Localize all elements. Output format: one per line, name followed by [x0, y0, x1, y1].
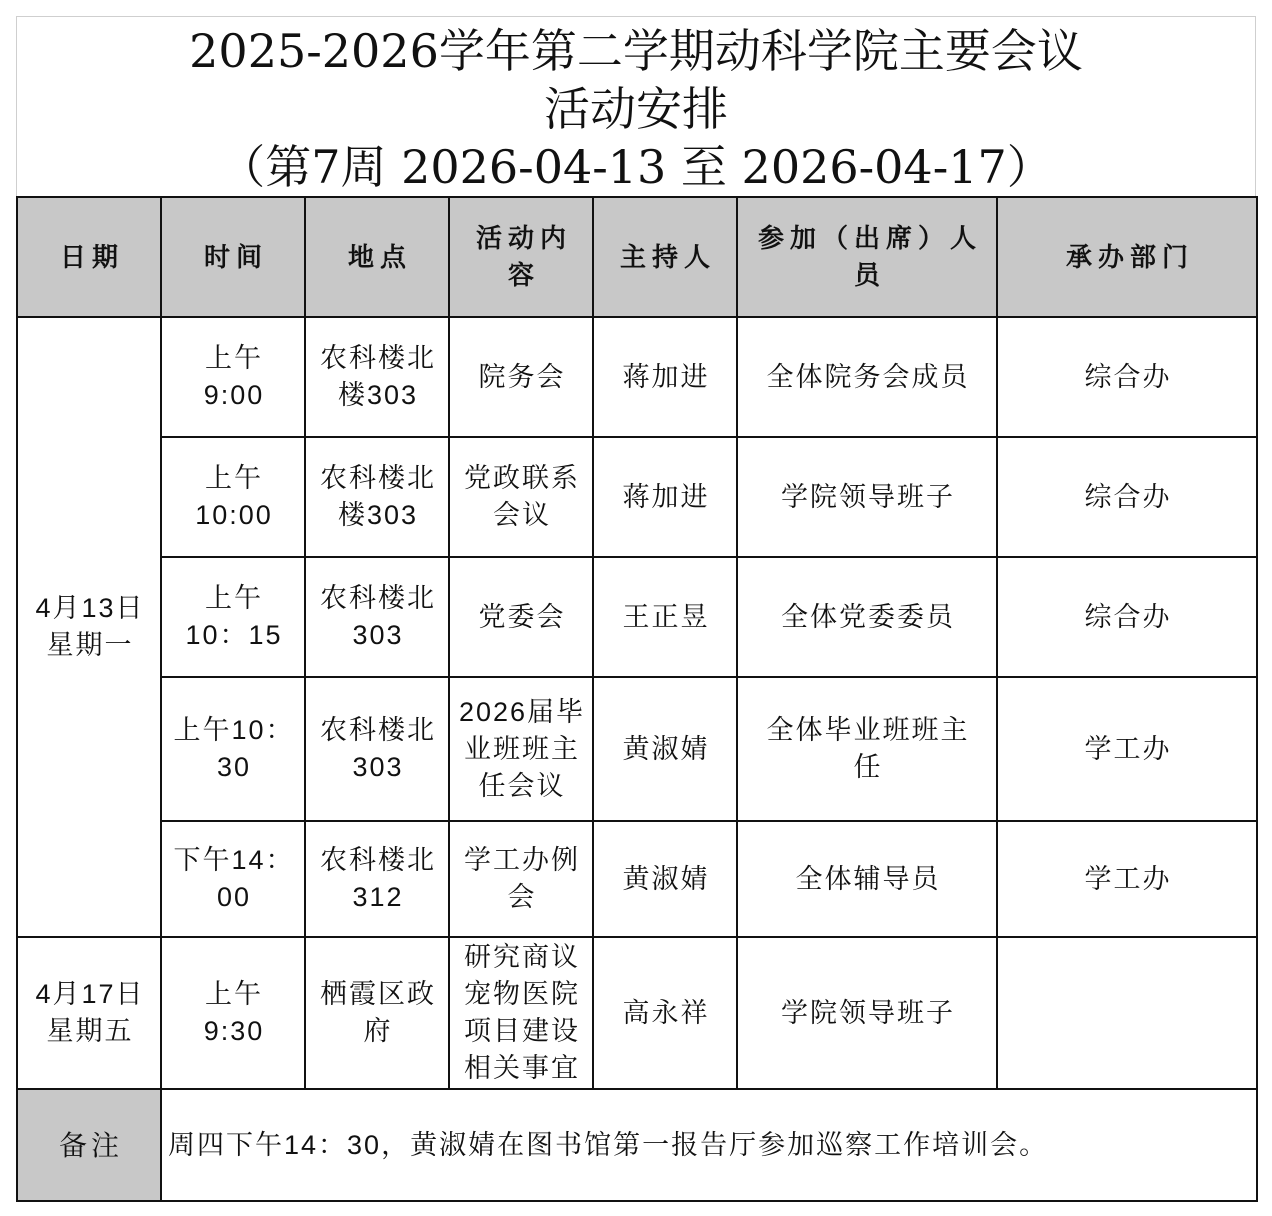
cell-activity: 研究商议 宠物医院 项目建设 相关事宜: [449, 937, 593, 1089]
table-row: [17, 937, 1257, 1089]
cell-time: 上午 9:30: [161, 937, 305, 1089]
schedule-table: [16, 196, 1258, 1202]
cell-host: 高永祥: [593, 937, 737, 1089]
title-week-range: （第7周 2026-04-13 至 2026-04-17）: [219, 140, 1053, 194]
cell-location: 农科楼北 303: [305, 557, 449, 677]
cell-activity: 院务会: [449, 317, 593, 437]
cell-host: 黄淑婧: [593, 677, 737, 821]
cell-department: 学工办: [997, 821, 1257, 937]
title-sub: 活动安排: [544, 82, 728, 136]
table-row: [17, 317, 1257, 437]
cell-department: [997, 937, 1257, 1089]
cell-attendees: 学院领导班子: [737, 937, 997, 1089]
cell-location: 农科楼北 楼303: [305, 317, 449, 437]
cell-department: 综合办: [997, 557, 1257, 677]
table-row: [17, 557, 1257, 677]
cell-time: 上午 10：15: [161, 557, 305, 677]
cell-host: 蒋加进: [593, 317, 737, 437]
remarks-label: 备注: [17, 1089, 161, 1201]
header-activity: 活动内 容: [449, 197, 593, 317]
cell-attendees: 全体院务会成员: [737, 317, 997, 437]
cell-attendees: 学院领导班子: [737, 437, 997, 557]
header-attendees: 参加（出席）人 员: [737, 197, 997, 317]
cell-host: 王正昱: [593, 557, 737, 677]
header-department: 承办部门: [997, 197, 1257, 317]
cell-department: 综合办: [997, 317, 1257, 437]
remarks-text: 周四下午14：30，黄淑婧在图书馆第一报告厅参加巡察工作培训会。: [161, 1089, 1257, 1201]
cell-attendees: 全体毕业班班主 任: [737, 677, 997, 821]
cell-time: 上午 10:00: [161, 437, 305, 557]
cell-date: 4月13日 星期一: [17, 317, 161, 937]
cell-location: 栖霞区政 府: [305, 937, 449, 1089]
cell-time: 上午 9:00: [161, 317, 305, 437]
header-location: 地点: [305, 197, 449, 317]
header-time: 时间: [161, 197, 305, 317]
cell-host: 黄淑婧: [593, 821, 737, 937]
cell-activity: 党委会: [449, 557, 593, 677]
cell-host: 蒋加进: [593, 437, 737, 557]
cell-department: 综合办: [997, 437, 1257, 557]
cell-attendees: 全体党委委员: [737, 557, 997, 677]
cell-time: 下午14： 00: [161, 821, 305, 937]
cell-location: 农科楼北 303: [305, 677, 449, 821]
header-row: [17, 197, 1257, 317]
cell-time: 上午10： 30: [161, 677, 305, 821]
table-row: [17, 677, 1257, 821]
cell-location: 农科楼北 楼303: [305, 437, 449, 557]
cell-date: 4月17日 星期五: [17, 937, 161, 1089]
header-date: 日期: [17, 197, 161, 317]
cell-activity: 党政联系 会议: [449, 437, 593, 557]
cell-activity: 学工办例 会: [449, 821, 593, 937]
cell-activity: 2026届毕 业班班主 任会议: [449, 677, 593, 821]
title-main: 2025-2026学年第二学期动科学院主要会议: [189, 24, 1083, 78]
document-title: [16, 16, 1256, 196]
remarks-row: [17, 1089, 1257, 1201]
table-row: [17, 437, 1257, 557]
cell-department: 学工办: [997, 677, 1257, 821]
cell-location: 农科楼北 312: [305, 821, 449, 937]
table-row: [17, 821, 1257, 937]
header-host: 主持人: [593, 197, 737, 317]
cell-attendees: 全体辅导员: [737, 821, 997, 937]
